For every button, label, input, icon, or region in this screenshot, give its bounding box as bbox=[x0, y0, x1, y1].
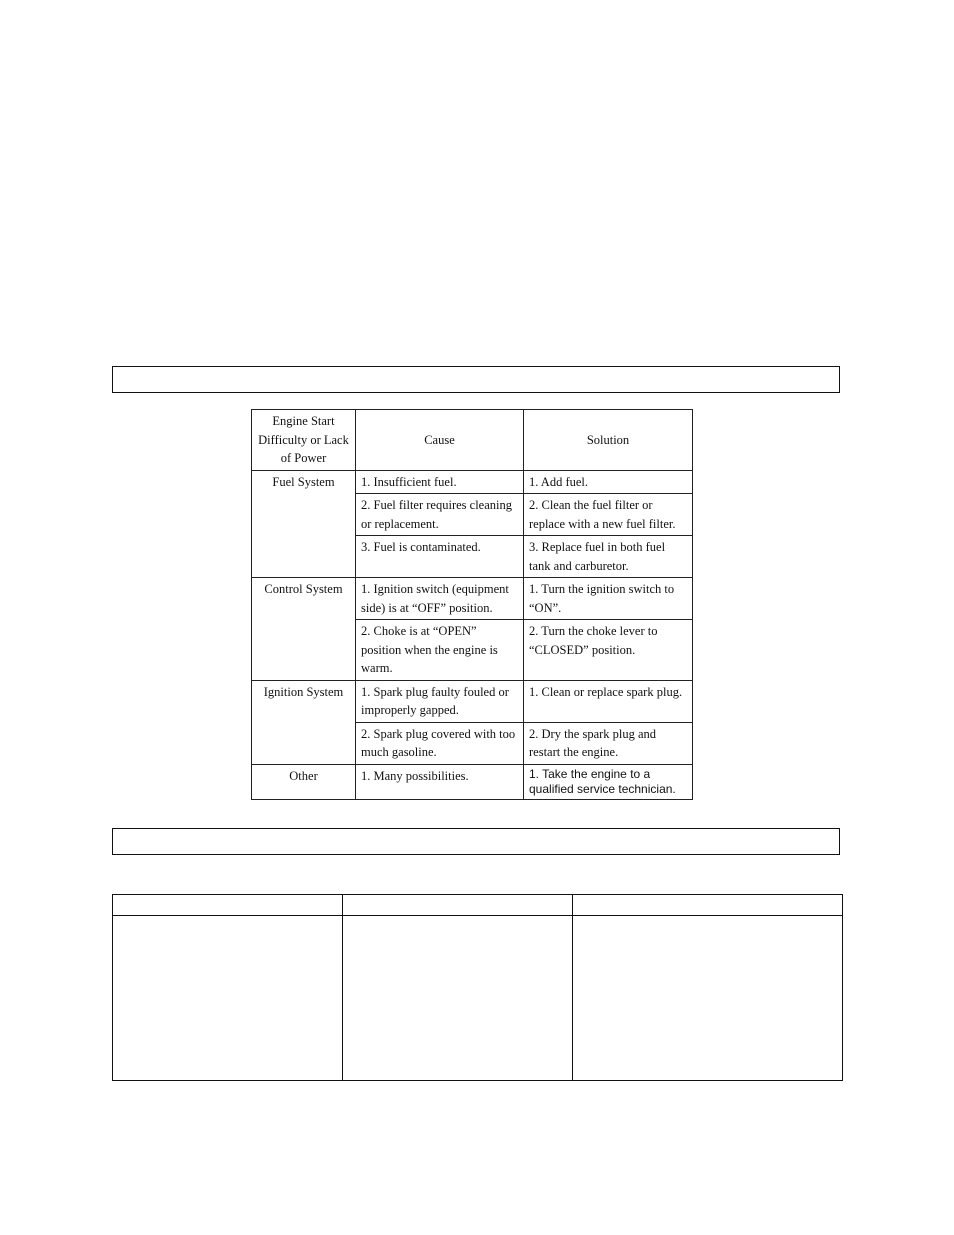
blank-cell bbox=[343, 916, 573, 1081]
column-header-cause: Cause bbox=[356, 410, 524, 471]
cause-cell: 1. Many possibilities. bbox=[356, 764, 524, 799]
cause-cell: 2. Spark plug covered with too much gasoline. bbox=[356, 722, 524, 764]
table-row bbox=[252, 470, 693, 494]
solution-cell: 3. Replace fuel in both fuel tank and carburetor. bbox=[524, 536, 693, 578]
table-row bbox=[252, 680, 693, 722]
section-header-bar-1 bbox=[112, 366, 840, 393]
blank-table bbox=[112, 894, 843, 1081]
blank-table-row bbox=[113, 916, 843, 1081]
section-header-bar-2 bbox=[112, 828, 840, 855]
solution-cell: 1. Add fuel. bbox=[524, 470, 693, 494]
column-header-problem: Engine Start Difficulty or Lack of Power bbox=[252, 410, 356, 471]
solution-cell: 2. Clean the fuel filter or replace with a new fuel filter. bbox=[524, 494, 693, 536]
category-ignition-system: Ignition System bbox=[252, 680, 356, 764]
solution-cell: 1. Take the engine to a qualified service technician. bbox=[524, 764, 693, 799]
cause-cell: 1. Insufficient fuel. bbox=[356, 470, 524, 494]
cause-cell: 1. Ignition switch (equipment side) is at “OFF” position. bbox=[356, 578, 524, 620]
blank-header-cell bbox=[343, 895, 573, 916]
category-fuel-system: Fuel System bbox=[252, 470, 356, 578]
table-row bbox=[252, 578, 693, 620]
blank-header-cell bbox=[113, 895, 343, 916]
cause-cell: 1. Spark plug faulty fouled or improperly gapped. bbox=[356, 680, 524, 722]
cause-cell: 2. Fuel filter requires cleaning or replacement. bbox=[356, 494, 524, 536]
blank-table-header-row bbox=[113, 895, 843, 916]
table-row bbox=[252, 764, 693, 799]
category-other: Other bbox=[252, 764, 356, 799]
blank-header-cell bbox=[573, 895, 843, 916]
solution-cell: 1. Turn the ignition switch to “ON”. bbox=[524, 578, 693, 620]
troubleshooting-table bbox=[251, 409, 693, 800]
blank-cell bbox=[113, 916, 343, 1081]
cause-cell: 2. Choke is at “OPEN” position when the engine is warm. bbox=[356, 620, 524, 681]
solution-cell: 2. Turn the choke lever to “CLOSED” position. bbox=[524, 620, 693, 681]
cause-cell: 3. Fuel is contaminated. bbox=[356, 536, 524, 578]
solution-cell: 1. Clean or replace spark plug. bbox=[524, 680, 693, 722]
column-header-solution: Solution bbox=[524, 410, 693, 471]
solution-cell: 2. Dry the spark plug and restart the engine. bbox=[524, 722, 693, 764]
table-header-row bbox=[252, 410, 693, 471]
category-control-system: Control System bbox=[252, 578, 356, 681]
blank-cell bbox=[573, 916, 843, 1081]
